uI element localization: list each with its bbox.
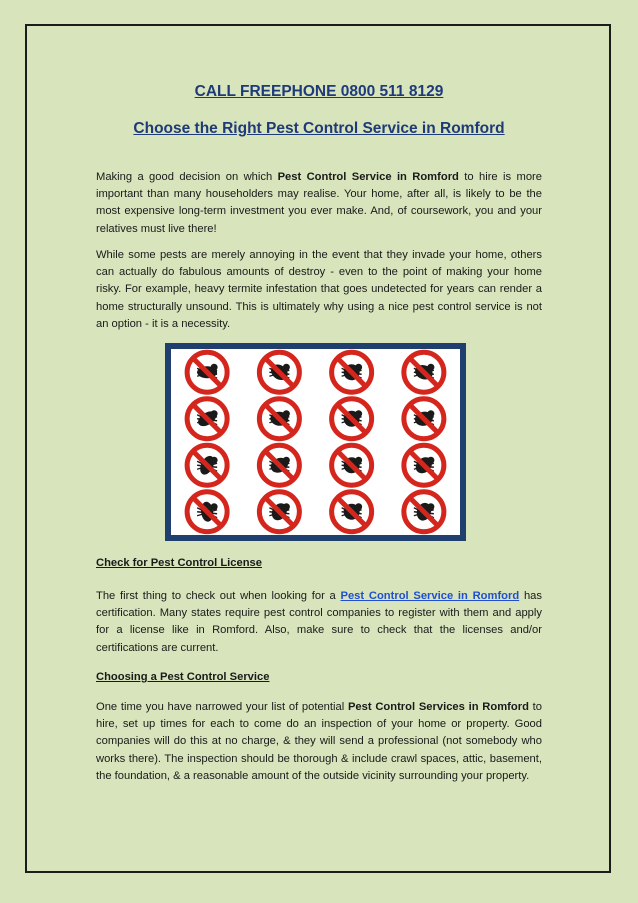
choosing-paragraph — [96, 699, 542, 785]
no-wasp-icon — [187, 399, 227, 439]
freephone-heading[interactable]: CALL FREEPHONE 0800 511 8129 — [194, 83, 444, 100]
no-beetle-2-icon — [187, 492, 227, 532]
no-bird-icon — [404, 352, 444, 392]
text-run: Making a good decision on which — [96, 171, 278, 183]
bold-keyword: Pest Control Services in Romford — [347, 701, 529, 713]
intro-paragraph-2: While some pests are merely annoying in the event that they invade your home, others can actually do fabulous amounts of destroy - even to the point of making your home risky. For example, heavy termite infestation that goes undetected for years can render a home structurally unsound. This is ultimately why using a nice pest control service is not an option - it is a necessity. — [96, 249, 542, 330]
pest-icons-image — [165, 343, 466, 541]
text-run: The first thing to check out when looking for a — [96, 590, 341, 602]
text-run: has certification. Many states require pest control companies to register with them and apply for a license like in Romford. Also, make sure to check that the licenses and/or certifications are current. — [96, 590, 542, 654]
text-run: to hire, set up times for each to come do an inspection of your home or property. Good companies will do this at no charge, & they will send a professional (not somebody who works there). The inspection should be thorough & include crawl spaces, attic, basement, the foundation, & a reasonable amount of the outside vicinity surrounding your property. — [96, 701, 542, 782]
no-ant-icon — [259, 445, 299, 485]
no-snake-icon — [332, 492, 372, 532]
intro-paragraph-1 — [96, 169, 542, 238]
no-spider-icon — [332, 399, 372, 439]
choosing-heading: Choosing a Pest Control Service — [96, 671, 270, 683]
no-bedbug-icon — [187, 352, 227, 392]
text-run: One time you have narrowed your list of potential — [96, 701, 348, 713]
no-mouse-icon — [259, 492, 299, 532]
bold-keyword: Pest Control Service in Romford — [277, 171, 459, 183]
no-mosquito-icon — [332, 352, 372, 392]
no-beetle-icon — [187, 445, 227, 485]
license-paragraph — [96, 588, 542, 657]
pest-icons-grid — [171, 349, 460, 535]
pest-control-link[interactable]: Pest Control Service in Romford — [340, 590, 520, 602]
text-run: to hire is more important than many householders may realise. Your home, after all, is likely to be the most expensive long-term investment you ever make. And, of coursework, you and your relatives must live there! — [96, 171, 542, 235]
no-grasshopper-icon — [404, 399, 444, 439]
no-rat-icon — [259, 352, 299, 392]
no-fly-icon — [259, 399, 299, 439]
no-dragonfly-icon — [404, 445, 444, 485]
license-heading: Check for Pest Control License — [96, 557, 262, 569]
no-moth-icon — [404, 492, 444, 532]
page-title: Choose the Right Pest Control Service in Romford — [133, 120, 505, 137]
no-cockroach-icon — [332, 445, 372, 485]
